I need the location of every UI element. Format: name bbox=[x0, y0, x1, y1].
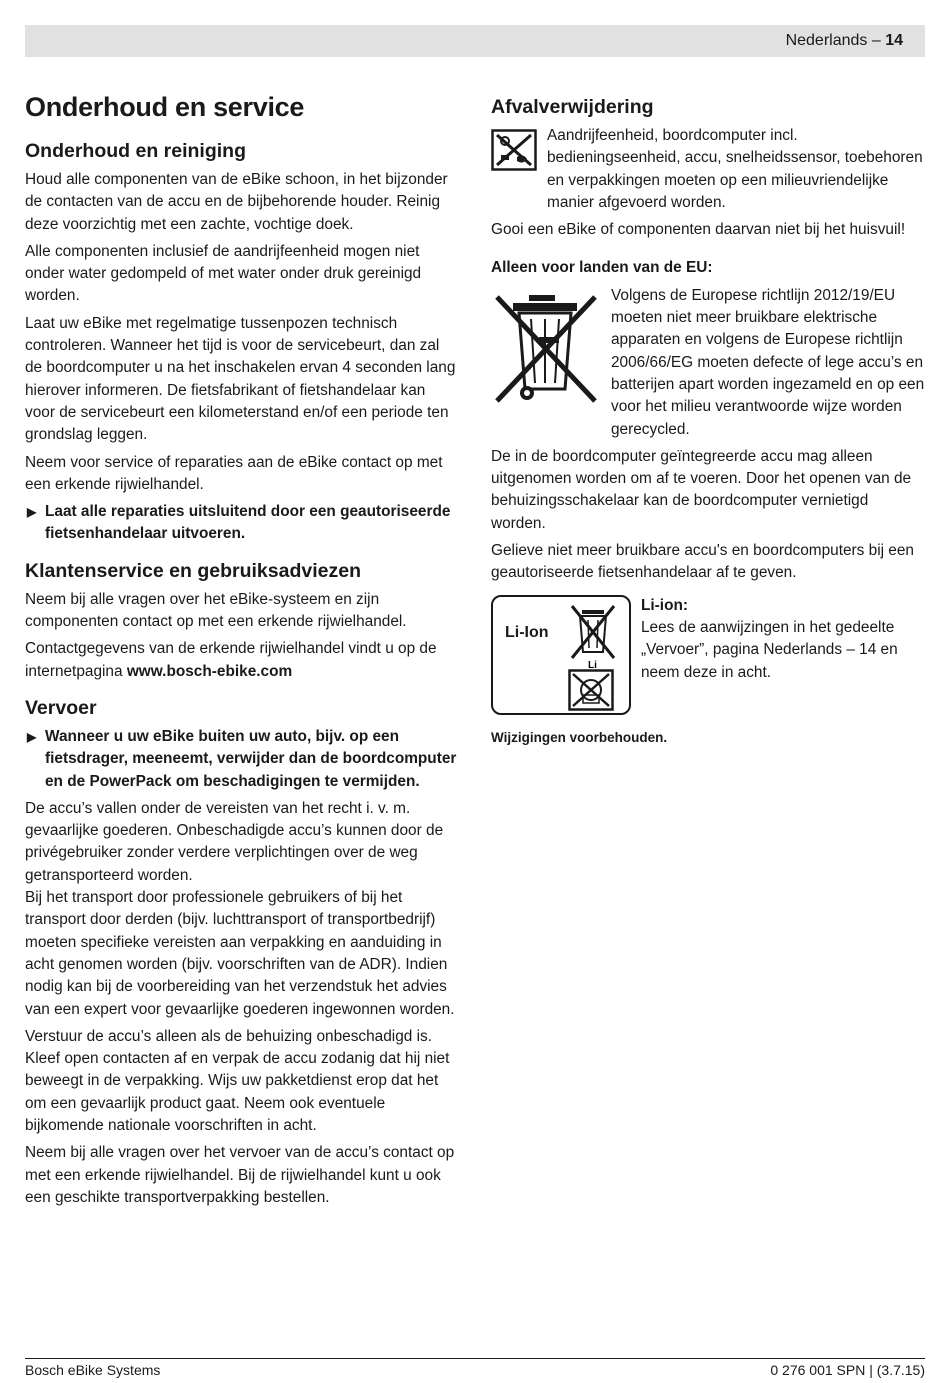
disposal-text: Aandrijfeenheid, boordcomputer incl. bedieningseenheid, accu, snelheidssensor, toebehoren en verpakkingen moeten op een milieuvriendelijke manier afgevoerd worden. bbox=[547, 127, 923, 211]
heading-vervoer: Vervoer bbox=[25, 696, 97, 719]
crossed-wheelie-bin-icon bbox=[491, 289, 601, 407]
liion-bin-label: Li bbox=[588, 659, 597, 670]
website-link[interactable]: www.bosch-ebike.com bbox=[126, 662, 293, 680]
paragraph: Gelieve niet meer bruikbare accu's en boordcomputers bij een geautoriseerde fietsenhandelaar af te geven. bbox=[491, 542, 914, 582]
eu-heading: Alleen voor landen van de EU: bbox=[491, 259, 713, 277]
recycling-battery-icon bbox=[568, 669, 614, 711]
paragraph: Neem bij alle vragen over het eBike-systeem en zijn componenten contact op met een erkende rijwielhandel. bbox=[25, 590, 407, 631]
heading-onderhoud: Onderhoud en reiniging bbox=[25, 140, 246, 162]
crossed-battery-bin-icon bbox=[568, 600, 618, 670]
paragraph: De accu’s vallen onder de vereisten van het recht i. v. m. gevaarlijke goederen. Onbeschadigde accu’s kunnen door de privégebruiker zonder verdere verplichtingen over de weg getransporteerd worden. bbox=[25, 799, 444, 884]
paragraph: Verstuur de accu’s alleen als de behuizing onbeschadigd is. Kleef open contacten af en verpak de accu zodanig dat hij niet beweegt in de verpakking. Wijs uw pakketdienst erop dat het om een gevaarlijk product gaat. Neem ook eventuele bijkomende nationale voorschriften in acht. bbox=[25, 1027, 450, 1134]
liion-note bbox=[641, 595, 925, 715]
heading-klantenservice: Klantenservice en gebruiksadviezen bbox=[25, 559, 361, 582]
page-title: Onderhoud en service bbox=[25, 92, 305, 122]
paragraph: Neem voor service of reparaties aan de eBike contact op met een erkende rijwielhandel. bbox=[25, 453, 443, 493]
footer-brand: Bosch eBike Systems bbox=[25, 1362, 161, 1378]
contact-paragraph bbox=[25, 638, 457, 683]
bullet-triangle-icon: ▶ bbox=[27, 729, 37, 744]
bullet-text: Laat alle reparaties uitsluitend door een geautoriseerde fietsenhandelaar uitvoeren. bbox=[45, 503, 451, 543]
footer-doc-number: 0 276 001 SPN | (3.7.15) bbox=[770, 1362, 925, 1378]
footer-divider bbox=[25, 1358, 925, 1359]
header-language: Nederlands bbox=[785, 32, 868, 49]
paragraph: Neem bij alle vragen over het vervoer van de accu’s contact op met een erkende rijwielhandel. Bij de rijwielhandel kunt u ook een geschikte transportverpakking bestellen. bbox=[25, 1144, 455, 1206]
liion-heading: Li-ion: bbox=[641, 596, 689, 614]
paragraph: Laat uw eBike met regelmatige tussenpozen technisch controleren. Wanneer het tijd is voor de servicebeurt, dan zal de boordcomputer u na het inschakelen ervan 4 seconden lang hierover informeren. De fietsfabrikant of fietshandelaar kan voor de servicebeurt een kilometerstand en/of een periode ten grondslag leggen. bbox=[25, 314, 456, 444]
household-warning: Gooi een eBike of componenten daarvan niet bij het huisvuil! bbox=[491, 221, 906, 239]
paragraph: Alle componenten inclusief de aandrijfeenheid mogen niet onder water gedompeld of met water onder druk gereinigd worden. bbox=[25, 242, 422, 305]
liion-box-label: Li-Ion bbox=[505, 623, 549, 641]
header-bar bbox=[25, 25, 925, 57]
bullet-note bbox=[25, 501, 457, 546]
paragraph: De in de boordcomputer geïntegreerde accu mag alleen uitgenomen worden om af te voeren. Door het openen van de behuizingsschakelaar kan de boordcomputer vernietigd worden. bbox=[491, 447, 912, 532]
paragraph: Bij het transport door professionele gebruikers of bij het transport door derden (bijv. luchttransport of transportbedrijf) moeten specifieke vereisten aan verpakking en aanduiding in acht genomen worden (bijv. voorschriften van de ADR). Indien nodig kan bij de voorbereiding van het verzendstuk het advies van een expert voor gevaarlijke goederen ingewonnen worden. bbox=[25, 889, 455, 1018]
contact-text: Contactgegevens van de erkende rijwielhandel vindt u op de internetpagina bbox=[25, 640, 437, 680]
page-header bbox=[786, 32, 903, 50]
left-column bbox=[25, 90, 457, 1214]
header-separator: – bbox=[867, 32, 886, 49]
bullet-text: Wanneer u uw eBike buiten uw auto, bijv. op een fietsdrager, meeneemt, verwijder dan de boordcomputer en de PowerPack om beschadigingen te vermijden. bbox=[45, 727, 457, 790]
disposal-block bbox=[491, 125, 925, 214]
eu-text: Volgens de Europese richtlijn 2012/19/EU moeten niet meer bruikbare elektrische apparaten en volgens de Europese richtlijn 2006/66/EG moeten defecte of lege accu’s en batterijen apart worden ingezameld en op een voor het milieu verantwoorde wijze worden gerecycled. bbox=[611, 286, 925, 438]
liion-text: Lees de aanwijzingen in het gedeelte „Vervoer”, pagina Nederlands – 14 en neem deze in acht. bbox=[641, 618, 898, 681]
liion-block bbox=[491, 595, 925, 715]
crossed-tools-icon bbox=[491, 129, 537, 171]
reservation-note: Wijzigingen voorbehouden. bbox=[491, 729, 668, 745]
liion-symbol-box bbox=[491, 595, 631, 715]
paragraph: Houd alle componenten van de eBike schoon, in het bijzonder de contacten van de accu en de bijbehorende houder. Reinig deze voorzichtig met een zachte, vochtige doek. bbox=[25, 171, 448, 233]
bullet-triangle-icon: ▶ bbox=[27, 505, 37, 520]
right-column bbox=[491, 94, 925, 749]
eu-block bbox=[491, 285, 925, 441]
bullet-note bbox=[25, 726, 457, 793]
heading-afvalverwijdering: Afvalverwijdering bbox=[491, 96, 654, 118]
page-number: 14 bbox=[885, 32, 903, 49]
